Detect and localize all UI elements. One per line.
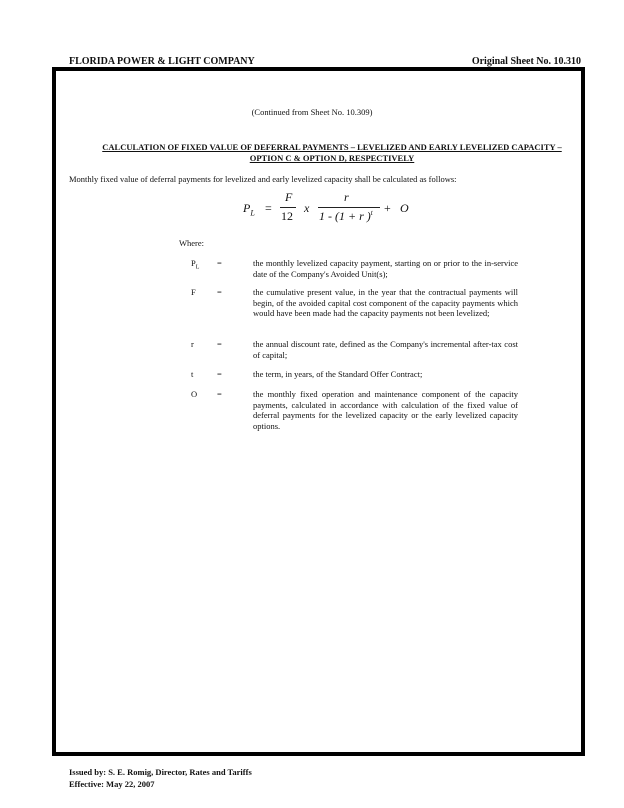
definition-equals: = (217, 287, 222, 297)
definition-text: the monthly levelized capacity payment, starting on or prior to the in-service date of the Company's Avoided Unit(s); (253, 258, 518, 279)
where-label: Where: (179, 238, 205, 248)
definition-symbol: O (191, 389, 198, 399)
section-title (80, 142, 584, 164)
formula-denominator-annuity: 1 - (1 + r )$^t$ (319, 209, 373, 223)
formula-plus: + (384, 201, 391, 215)
company-name: FLORIDA POWER & LIGHT COMPANY (69, 56, 255, 67)
levelized-payment-formula (243, 188, 433, 228)
definition-equals: = (217, 339, 222, 349)
section-title-line-2: OPTION C & OPTION D, RESPECTIVELY (249, 153, 415, 163)
definition-symbol: r (191, 339, 194, 349)
definition-symbol: F (191, 287, 196, 297)
continued-note: (Continued from Sheet No. 10.309) (251, 107, 373, 117)
definition-equals: = (217, 389, 222, 399)
definition-text: the monthly fixed operation and maintenance component of the capacity payments, calculated in accordance with calculation of the fixed value of deferral payments for the levelized capacity or the early levelized capacity options. (253, 389, 518, 431)
formula-numerator-r: r (344, 190, 349, 204)
formula-numerator-f: F (285, 190, 293, 204)
formula-denominator-12: 12 (281, 209, 293, 223)
definition-equals: = (217, 258, 222, 268)
intro-text: Monthly fixed value of deferral payments for levelized and early levelized capacity shall be calculated as follows: (69, 174, 457, 184)
formula-times: x (304, 201, 310, 215)
effective-date: Effective: May 22, 2007 (69, 779, 155, 789)
fraction-bar-1 (280, 207, 296, 208)
definition-symbol: t (191, 369, 194, 379)
definition-text: the annual discount rate, defined as the Company's incremental after-tax cost of capital; (253, 339, 518, 360)
formula-lhs: $P_L$ (243, 201, 255, 218)
section-title-line-1: CALCULATION OF FIXED VALUE OF DEFERRAL PAYMENTS – LEVELIZED AND EARLY LEVELIZED CAPACITY – (102, 142, 562, 152)
fraction-bar-2 (318, 207, 380, 208)
definition-symbol: $P_L$ (191, 258, 200, 271)
formula-term-o: O (400, 201, 409, 215)
definition-equals: = (217, 369, 222, 379)
definition-text: the term, in years, of the Standard Offer Contract; (253, 369, 423, 379)
definition-text: the cumulative present value, in the year that the contractual payments will begin, of the avoided capital cost component of the capacity payments which would have been made had the capacity payments not been levelized; (253, 287, 518, 318)
formula-equals: = (265, 201, 272, 215)
sheet-number: Original Sheet No. 10.310 (471, 56, 581, 67)
issued-by: Issued by: S. E. Romig, Director, Rates and Tariffs (69, 767, 252, 777)
